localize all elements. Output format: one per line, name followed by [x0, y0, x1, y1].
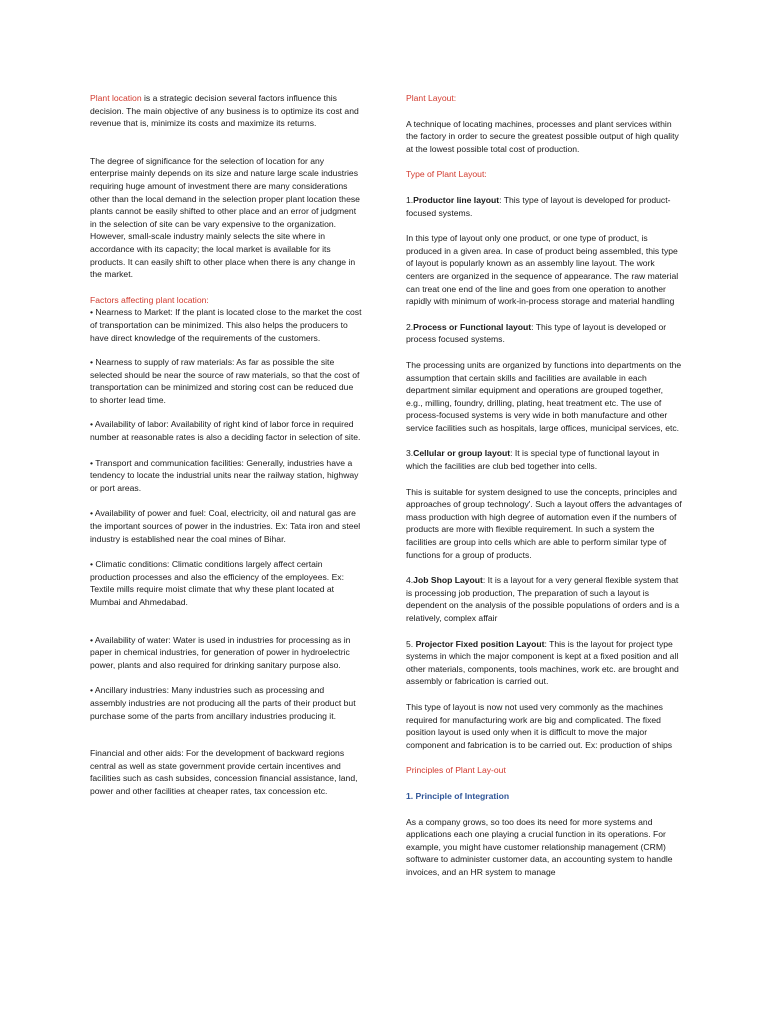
type-3-title: Cellular or group layout: [413, 448, 511, 459]
factor-power: • Availability of power and fuel: Coal, electricity, oil and natural gas are the important sources of power in the industries. Ex: Tata iron and steel industry is established near the coal mines of Bihar.: [90, 508, 361, 544]
type-2-paragraph: [406, 321, 682, 346]
type-2-text: : This type of layout is developed or process focused systems.: [406, 321, 667, 345]
type-1-body: In this type of layout only one product, or one type of product, is produced in a given area. In case of product being assembled, this type of layout is popularly known as an assembly line layout. The work centers are organized in the sequence of appearance. The raw material can treat one end of the line and goes from one operation to another rapidly with minimum of work-in-process storage and material handling: [406, 233, 679, 307]
type-3-paragraph: [406, 447, 682, 472]
plant-location-term: Plant location: [90, 93, 142, 103]
type-4-text: : It is a layout for a very general flexible system that is processing job production, The preparation of such a layout is dependent on the analysis of the possible populations of orders and is a relatively, complex affair: [406, 575, 680, 623]
significance-paragraph: The degree of significance for the selection of location for any enterprise mainly depends on its size and nature large scale industries requiring huge amount of investment there are many considerations other than the local demand in the selection proper plant location these plants cannot be easily shifted to other place and an error of judgment in the selection of site can be vary expensive to the organization. However, small-scale industry mainly selects the site where in accordance with its capacity; the local market is available for its products. It can easily shift to other place when there is any change in the market.: [90, 155, 360, 280]
factors-heading: Factors affecting plant location:: [90, 294, 209, 305]
type-3-body: This is suitable for system designed to use the concepts, principles and approaches of group technology'. Such a layout offers the advantages of mass production with high degree of automation even if the numbers of products are more with flexible requirement. In such a system the facilities are group into cells which are able to perform similar type of functions for a group of products.: [406, 486, 682, 560]
factor-raw-materials: • Nearness to supply of raw materials: As far as possible the site selected should be near the source of raw materials, so that the cost of transportation can be minimized and storing cost can be reduced due to shorter lead time.: [90, 357, 360, 405]
type-1-text: : This type of layout is developed for product-focused systems.: [406, 194, 671, 218]
type-3-text: : It is special type of functional layout in which the facilities are club bed together into cells.: [406, 448, 660, 472]
type-1-number: 1.: [406, 194, 414, 205]
plant-layout-heading: Plant Layout:: [406, 93, 457, 103]
plant-layout-definition: A technique of locating machines, processes and plant services within the factory in order to secure the greatest possible output of high quality at the lowest possible total cost of production.: [406, 118, 679, 154]
type-2-title: Process or Functional layout: [413, 321, 532, 332]
type-1-title: Productor line layout: [413, 194, 500, 205]
left-column: [90, 92, 362, 798]
type-5-text: : This is the layout for project type systems in which the major component is kept at a fixed position and all other materials, components, tools machines, work etc. are brought and assembly or fabrication is carried out.: [406, 638, 679, 687]
type-5-number: 5.: [406, 638, 416, 649]
right-column: [406, 92, 682, 879]
type-1-paragraph: [406, 194, 682, 219]
factor-ancillary: • Ancillary industries: Many industries such as processing and assembly industries are not producing all the parts of their product but purchase some of the parts from ancillary industries producing it.: [90, 685, 356, 721]
type-5-body: This type of layout is now not used very commonly as the machines required for manufacturing work are big and complicated. The fixed position layout is used only when it is difficult to move the major component and fabrication is to be carried out. Ex: production of ships: [406, 701, 673, 750]
factor-climate: • Climatic conditions: Climatic conditions largely affect certain production processes and also the efficiency of the employees. Ex: Textile mills require moist climate that why these plant located at Mumbai and Ahmedabad.: [90, 559, 344, 607]
type-3-number: 3.: [406, 448, 414, 459]
factor-water: • Availability of water: Water is used in industries for processing as in paper in chemical industries, for generation of power in hydroelectric power, plants and also required for drinking sanitary purpose also.: [90, 634, 351, 670]
factor-labor: • Availability of labor: Availability of right kind of labor force in required number at reasonable rates is also a deciding factor in selection of site.: [90, 419, 361, 443]
type-2-number: 2.: [406, 321, 414, 332]
type-2-body: The processing units are organized by functions into departments on the assumption that certain skills and facilities are available in each department similar equipment and operations are grouped together, e.g., milling, foundry, drilling, plating, heat treatment etc. The use of process-focused systems is very wide in both manufacture and other service facilities such as hospitals, large offices, municipal services, etc.: [406, 359, 682, 433]
principle-1-heading: 1. Principle of Integration: [406, 790, 510, 801]
intro-paragraph: [90, 92, 362, 130]
type-4-title: Job Shop Layout: [413, 575, 483, 586]
types-heading: Type of Plant Layout:: [406, 169, 487, 180]
factor-financial: Financial and other aids: For the development of backward regions central as well as state government provide certain incentives and facilities such as cash subsides, concession financial assistance, land, power and other facilities at cheaper rates, tax concession etc.: [90, 748, 358, 796]
principles-heading: Principles of Plant Lay-out: [406, 765, 506, 776]
type-5-title: Projector Fixed position Layout: [415, 638, 545, 649]
principle-1-body: As a company grows, so too does its need for more systems and applications each one playing a crucial function in its operations. For example, you might have customer relationship management (CRM) software to administer customer data, an accounting system to handle invoices, and an HR system to manage: [406, 816, 673, 877]
intro-text: is a strategic decision several factors influence this decision. The main objective of any business is to optimize its cost and revenue that is, minimize its costs and maximize its returns.: [90, 93, 359, 129]
factor-transport: • Transport and communication facilities: Generally, industries have a tendency to locate the industrial units near the railway station, highway or port areas.: [90, 457, 359, 493]
type-4-number: 4.: [406, 575, 414, 586]
factor-market: • Nearness to Market: If the plant is located close to the market the cost of transportation can be minimized. This also helps the producers to have direct knowledge of the requirements of the customers.: [90, 307, 362, 343]
type-4-paragraph: [406, 574, 682, 624]
type-5-paragraph: [406, 638, 682, 688]
